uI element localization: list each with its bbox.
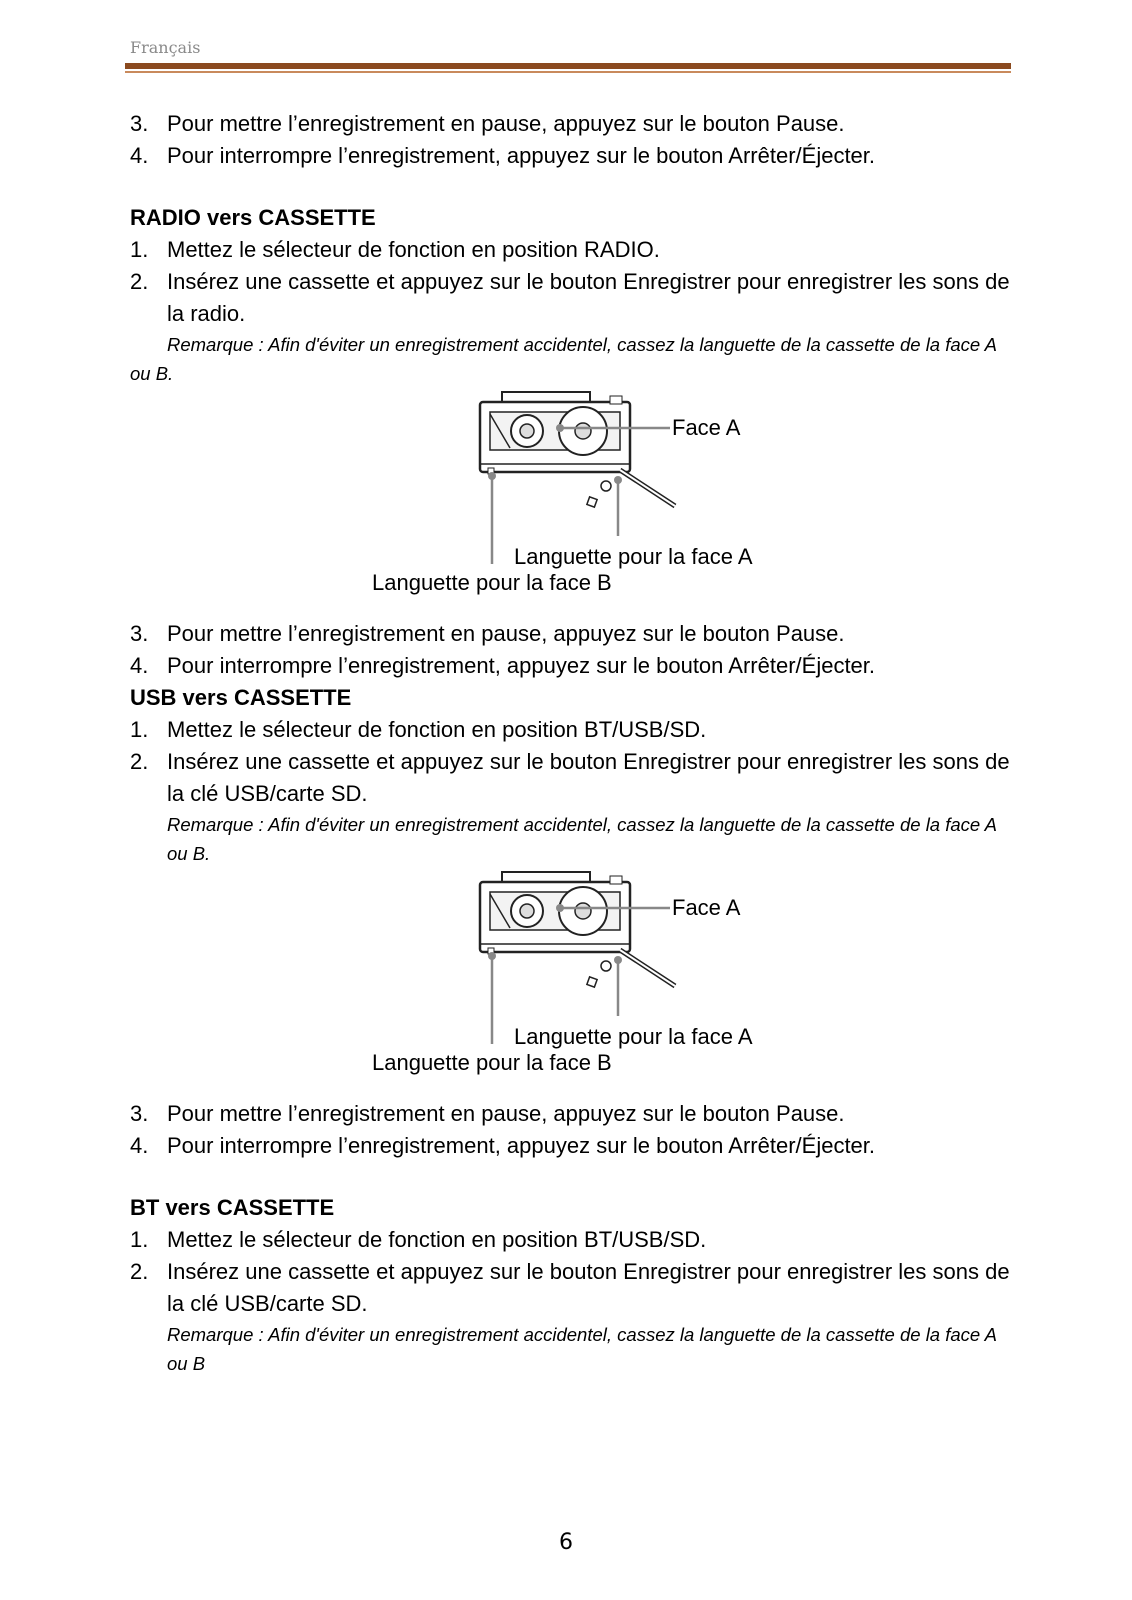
item-number: 3.	[130, 111, 149, 136]
item-number: 4.	[130, 1133, 149, 1158]
label-face-a: Face A	[672, 415, 741, 440]
label-tab-face-a: Languette pour la face A	[514, 1024, 753, 1049]
label-tab-face-b: Languette pour la face B	[372, 1050, 612, 1075]
list-item	[130, 108, 1010, 140]
page-number: 6	[559, 1530, 573, 1555]
label-tab-face-a: Languette pour la face A	[514, 544, 753, 569]
list-item	[130, 1098, 1010, 1130]
header-rule	[125, 63, 1011, 69]
list-item	[130, 650, 1010, 682]
item-number: 3.	[130, 1101, 149, 1126]
item-text: Mettez le sélecteur de fonction en position BT/USB/SD.	[167, 717, 707, 742]
item-text: Pour mettre l’enregistrement en pause, appuyez sur le bouton Pause.	[167, 111, 845, 136]
list-item	[130, 266, 1010, 330]
page-content	[130, 108, 1010, 1378]
label-face-a: Face A	[672, 895, 741, 920]
list-item	[130, 1256, 1010, 1320]
item-text: Pour interrompre l’enregistrement, appuyez sur le bouton Arrêter/Éjecter.	[167, 1133, 876, 1158]
list-item	[130, 1224, 1010, 1256]
section-heading-usb: USB vers CASSETTE	[130, 685, 352, 710]
cassette-illustration	[470, 868, 690, 1048]
item-text: Pour mettre l’enregistrement en pause, appuyez sur le bouton Pause.	[167, 1101, 845, 1126]
list-item	[130, 746, 1010, 810]
list-item	[130, 140, 1010, 172]
section-heading-bt: BT vers CASSETTE	[130, 1195, 335, 1220]
item-text: Pour interrompre l’enregistrement, appuyez sur le bouton Arrêter/Éjecter.	[167, 143, 876, 168]
item-text: Insérez une cassette et appuyez sur le bouton Enregistrer pour enregistrer les sons de la clé USB/carte SD.	[167, 1259, 1010, 1316]
header-language: Français	[130, 38, 201, 57]
cassette-figure	[130, 388, 1010, 618]
item-number: 1.	[130, 1227, 149, 1252]
list-item	[130, 714, 1010, 746]
cassette-illustration	[470, 388, 690, 568]
note-text: Remarque : Afin d'éviter un enregistrement accidentel, cassez la languette de la cassette de la face A ou B.	[130, 334, 997, 384]
label-tab-face-b: Languette pour la face B	[372, 570, 612, 595]
item-text: Pour interrompre l’enregistrement, appuyez sur le bouton Arrêter/Éjecter.	[167, 653, 876, 678]
item-text: Mettez le sélecteur de fonction en position RADIO.	[167, 237, 660, 262]
item-text: Mettez le sélecteur de fonction en position BT/USB/SD.	[167, 1227, 707, 1252]
cassette-figure	[130, 868, 1010, 1098]
list-item	[130, 234, 1010, 266]
item-text: Insérez une cassette et appuyez sur le bouton Enregistrer pour enregistrer les sons de la radio.	[167, 269, 1010, 326]
item-number: 3.	[130, 621, 149, 646]
item-number: 1.	[130, 237, 149, 262]
item-text: Pour mettre l’enregistrement en pause, appuyez sur le bouton Pause.	[167, 621, 845, 646]
note-text: Remarque : Afin d'éviter un enregistrement accidentel, cassez la languette de la cassette de la face A ou B.	[167, 814, 997, 864]
header-rule-thin	[125, 71, 1011, 73]
item-number: 2.	[130, 1259, 149, 1284]
section-heading-radio: RADIO vers CASSETTE	[130, 205, 376, 230]
item-text: Insérez une cassette et appuyez sur le bouton Enregistrer pour enregistrer les sons de la clé USB/carte SD.	[167, 749, 1010, 806]
list-item	[130, 1130, 1010, 1162]
note-text: Remarque : Afin d'éviter un enregistrement accidentel, cassez la languette de la cassette de la face A ou B	[167, 1324, 997, 1374]
item-number: 4.	[130, 653, 149, 678]
item-number: 1.	[130, 717, 149, 742]
list-item	[130, 618, 1010, 650]
item-number: 2.	[130, 269, 149, 294]
item-number: 4.	[130, 143, 149, 168]
item-number: 2.	[130, 749, 149, 774]
